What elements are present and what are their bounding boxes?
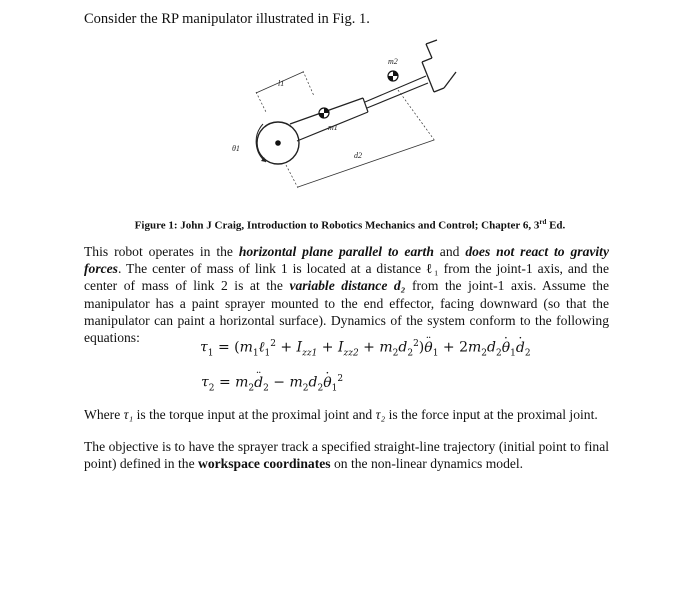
gripper [422,44,450,92]
where-line: Where τ₁ is the torque input at the proximal joint and τ₂ is the force input at the proximal joint. [84,407,598,422]
d2-ext-2 [398,90,435,141]
equation-tau1: $\tau_1$ = $(m_1\ell_1^2 + I_{zz1} + I_{zz2} + m_2d_2^2)\theta$ $¨_1 + 2m_2d_2\theta \cdot_1d \cdot_2$ [200,339,531,358]
joint-1-axis-dot [275,140,281,146]
com-m1-marker [319,108,329,118]
m1-label: m1 [328,123,338,132]
rp-manipulator-figure [0,0,700,215]
m2-label: m2 [388,57,398,66]
d2-ext-1 [286,165,298,188]
link-2-bottom-edge [367,83,428,108]
intro-text: Consider the RP manipulator illustrated in Fig. 1. [84,11,370,27]
l1-label: l1 [278,79,285,88]
d2-label: d2 [354,151,362,160]
l1-ext-2 [303,71,314,96]
com-m2-marker [388,71,398,81]
gripper-jaws [426,40,456,80]
figure-caption: Figure 1: John J Craig, Introduction to Robotics Mechanics and Control; Chapter 6, 3rd Ed. [134,218,566,232]
l1-ext-1 [256,92,266,112]
link-1-end [363,98,368,112]
d2-dim-line [298,140,434,187]
theta1-label: θ1 [232,144,240,153]
description-paragraph: This robot operates in the horizontal plane parallel to earth and does not react to gravity forces. The center of mass of link 1 is located at a distance ℓ₁ from the joint-1 axis, and the center of mass of link 2 is at the variable distance d₂ from the joint-1 axis. Assume the manipulator has a paint sprayer mounted to the end effector, facing downward (so that the manipulator can paint a horizontal surface). Dynamics of the system conform to the following equations: [84,244,609,346]
equation-tau2: $\tau_2 = m_2d$ $¨_2 - m_2d_2\theta \cdot_1^2$ [201,374,343,393]
objective-paragraph: The objective is to have the sprayer track a specified straight-line trajectory (initial point to final point) defined in the workspace coordinates on the non-linear dynamics model. [84,439,609,472]
